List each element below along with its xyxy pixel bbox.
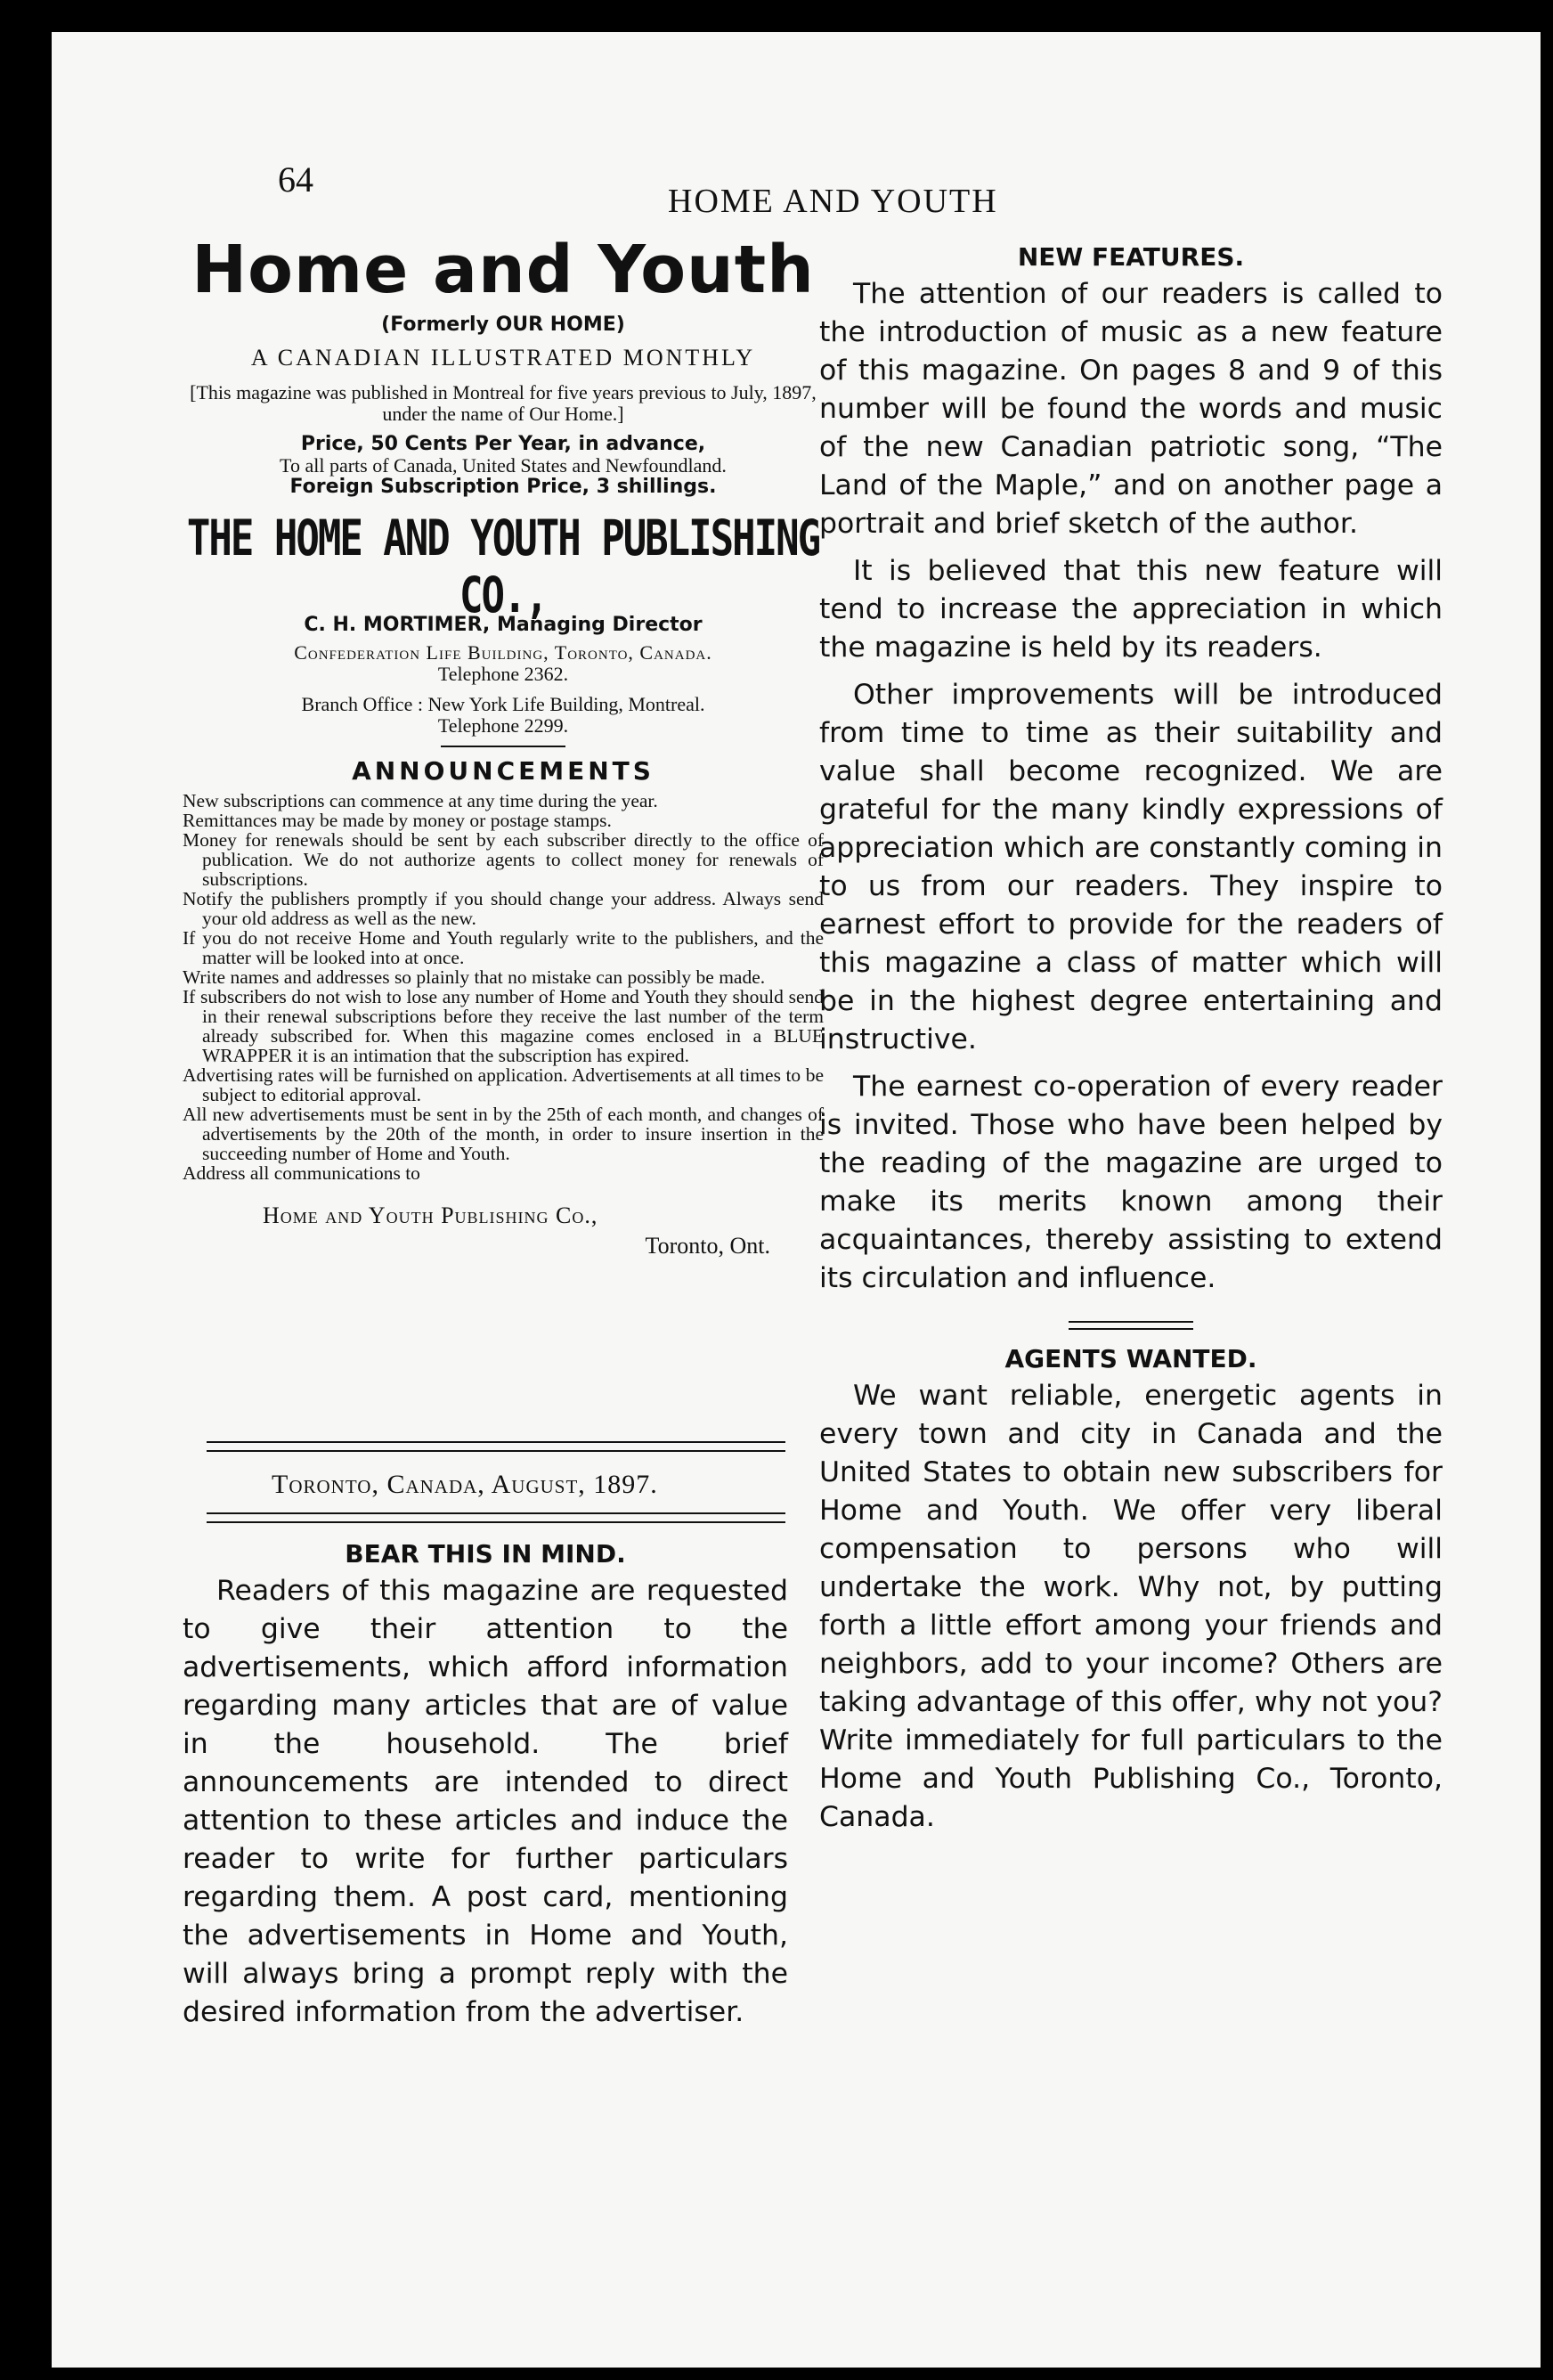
agents-wanted-heading: AGENTS WANTED. — [1004, 1344, 1257, 1373]
history-note: [This magazine was published in Montreal for five years previous to July, 1897, under the name of Our Home.] — [190, 381, 817, 425]
publisher-company: THE HOME AND YOUTH PUBLISHING CO., — [186, 510, 820, 624]
scan-border-left — [0, 0, 52, 2380]
dateline: Toronto, Canada, August, 1897. — [272, 1470, 658, 1499]
scan-border-right — [1541, 0, 1553, 2380]
announcement-item: Address all communications to — [183, 1162, 420, 1184]
price-note: To all parts of Canada, United States and Newfoundland. — [280, 454, 727, 477]
new-features-paragraph: It is believed that this new feature will tend to increase the appreciation in which the magazine is held by its readers. — [819, 555, 1443, 664]
divider — [1069, 1321, 1193, 1330]
running-title: HOME AND YOUTH — [668, 183, 998, 220]
scan-border-top — [0, 0, 1553, 32]
page-number: 64 — [278, 159, 313, 200]
announcement-item: Remittances may be made by money or postage stamps. — [183, 810, 612, 831]
announcement-item: Write names and addresses so plainly that no mistake can possibly be made. — [183, 966, 766, 988]
announcements-list — [183, 791, 824, 1183]
announcement-item: Money for renewals should be sent by each subscriber directly to the office of publication. We do not authorize agents to collect money for renewals of subscriptions. — [183, 829, 824, 890]
publisher-city: Toronto, Ont. — [645, 1233, 770, 1259]
bear-in-mind-text: Readers of this magazine are requested to give their attention to the advertisements, which afford information regarding many articles that are of value in the household. The brief announcements are intended to direct attention to these articles and induce the reader to write for further particulars regarding them. A post card, mentioning the advertisements in Home and Youth, will always bring a prompt reply with the desired information from the advertiser. — [183, 1575, 788, 2028]
double-rule — [207, 1441, 785, 1452]
masthead-subtitle: A CANADIAN ILLUSTRATED MONTHLY — [250, 345, 756, 371]
new-features-paragraph: The earnest co-operation of every reader is invited. Those who have been helped by the reading of the magazine are urged to make its merits known among their acquaintances, thereby assisting to extend its circulation and influence. — [819, 1071, 1443, 1294]
new-features-heading: NEW FEATURES. — [1017, 242, 1245, 272]
double-rule — [207, 1512, 785, 1523]
announcement-item: All new advertisements must be sent in by the 25th of each month, and changes of advertisements by the 20th of the month, in order to insure insertion in the succeeding number of Home and Youth. — [183, 1104, 824, 1164]
right-column — [819, 242, 1443, 1837]
branch-telephone: Telephone 2299. — [437, 714, 569, 737]
new-features-paragraph: The attention of our readers is called to the introduction of music as a new feature of this magazine. On pages 8 and 9 of this number will be found the words and music of the new Canadian patriotic song, “The Land of the Maple,” and on another page a portrait and brief sketch of the author. — [819, 278, 1443, 540]
announcement-item: Advertising rates will be furnished on application. Advertisements at all times to be subject to editorial approval. — [183, 1064, 824, 1105]
foreign-price: Foreign Subscription Price, 3 shillings. — [289, 476, 717, 498]
announcement-item: Notify the publishers promptly if you should change your address. Always send your old address as well as the new. — [183, 888, 824, 929]
publisher-name: Home and Youth Publishing Co., — [263, 1202, 598, 1228]
managing-director: C. H. MORTIMER, Managing Director — [304, 614, 703, 636]
announcement-item: If subscribers do not wish to lose any number of Home and Youth they should send in their renewal subscriptions before they receive the last number of the term already subscribed for. When this magazine comes enclosed in a BLUE WRAPPER it is an intimation that the subscription has expired. — [183, 986, 824, 1066]
announcements-heading: ANNOUNCEMENTS — [352, 756, 655, 786]
announcement-item: If you do not receive Home and Youth regularly write to the publishers, and the matter will be looked into at once. — [183, 927, 824, 968]
formerly-note: (Formerly OUR HOME) — [381, 314, 625, 336]
masthead-column — [183, 223, 824, 1259]
scan-border-bottom — [0, 2368, 1553, 2380]
new-features-paragraph: Other improvements will be introduced from time to time as their suitability and value shall become recognized. We are grateful for the many kindly expressions of appreciation which are constantly coming in to us from our readers. They inspire to earnest effort to provide for the readers of this magazine a class of matter which will be in the highest degree entertaining and instructive. — [819, 679, 1443, 1056]
masthead-title: Home and Youth — [191, 232, 815, 308]
office-telephone: Telephone 2362. — [437, 663, 569, 685]
agents-wanted-text: We want reliable, energetic agents in every town and city in Canada and the United States to obtain new subscribers for Home and Youth. We offer very liberal compensation to persons who will undertake the work. Why not, by putting forth a little effort among your friends and neighbors, add to your income? Others are taking advantage of this offer, why not you? Write immediately for full particulars to the Home and Youth Publishing Co., Toronto, Canada. — [819, 1380, 1443, 1833]
announcement-item: New subscriptions can commence at any time during the year. — [183, 790, 658, 811]
office-address: Confederation Life Building, Toronto, Canada. — [294, 641, 712, 664]
branch-office: Branch Office : New York Life Building, Montreal. — [301, 693, 705, 715]
bear-in-mind-heading: BEAR THIS IN MIND. — [345, 1539, 626, 1569]
divider — [441, 746, 565, 747]
bear-in-mind-section — [183, 1539, 788, 2032]
price-line: Price, 50 Cents Per Year, in advance, — [300, 433, 706, 455]
